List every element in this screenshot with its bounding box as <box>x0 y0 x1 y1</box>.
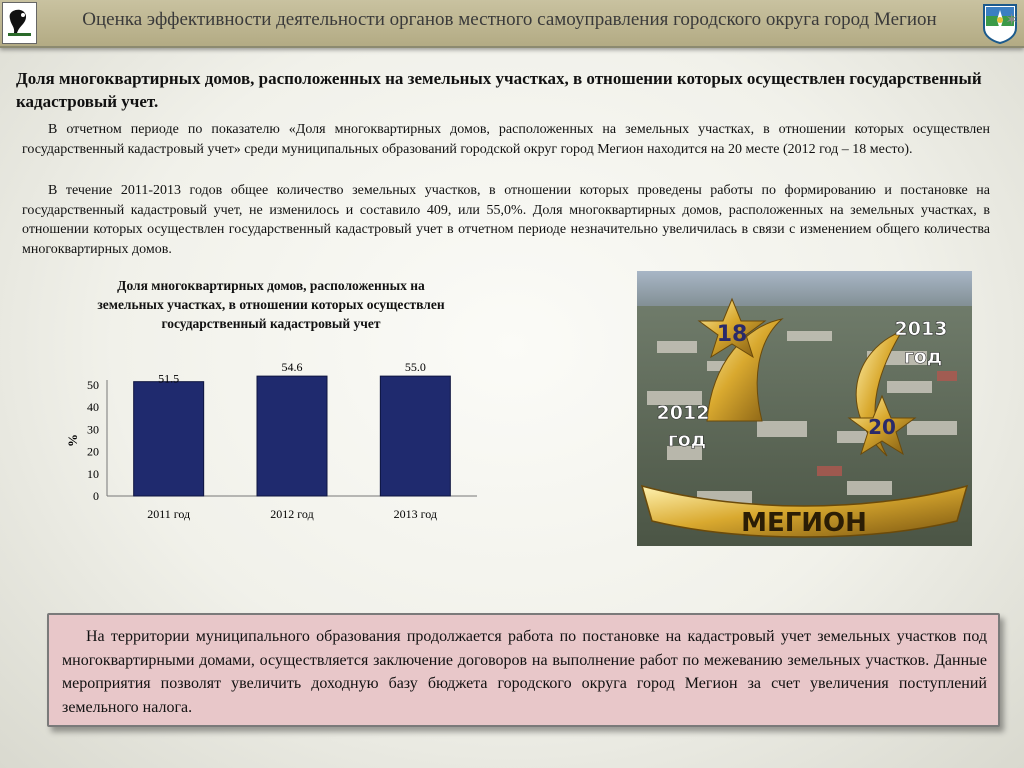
city-aerial-image <box>637 271 972 546</box>
year-2013-label: 2013 <box>894 318 948 340</box>
bar-2013-год <box>380 376 450 496</box>
rank-2013-label: 20 <box>868 415 896 439</box>
year-2012-suffix: год <box>667 429 707 451</box>
city-emblem-icon <box>2 2 37 44</box>
year-2013-suffix: год <box>903 346 943 368</box>
y-tick-label: 50 <box>87 378 99 392</box>
rank-2012-label: 18 <box>716 322 748 347</box>
bar-value-label: 51.5 <box>158 371 180 386</box>
y-tick-label: 40 <box>87 400 99 415</box>
header-bar <box>0 0 1024 48</box>
year-2012-label: 2012 <box>656 402 710 424</box>
paragraph-details: В течение 2011-2013 годов общее количество земельных участков, в отношении которых проведены работы по формированию и постановке на государственный кадастровый учет, не изменилось и составило 409, или 55,0%. Доля многоквартирных домов, расположенных на земельных участках, в отношении которых осуществлен государственный кадастровый учет в отчетном периоде незначительно увеличилась в связи с изменением общего количества многоквартирных домов. <box>22 183 990 257</box>
x-tick-label: 2012 год <box>270 507 314 521</box>
bar-2012-год <box>257 376 327 496</box>
page-header-title: Оценка эффективности деятельности органов местного самоуправления городского округа город Мегион <box>82 9 937 30</box>
bar-2011-год <box>134 382 204 496</box>
x-tick-label: 2011 год <box>147 507 191 521</box>
y-tick-label: 20 <box>87 444 99 459</box>
y-tick-label: 30 <box>87 422 99 437</box>
conclusion-box <box>47 613 1000 727</box>
conclusion-text: На территории муниципального образования продолжается работа по постановке на кадастровый учет земельных участков под многоквартирными домами, осуществляется заключение договоров на выполнение работ по межеванию земельных участков. Данные мероприятия позволят увеличить доходную базу бюджета городского округа город Мегион за счет увеличения поступлений земельного налога. <box>62 628 987 716</box>
city-banner-text: МЕГИОН <box>741 508 867 538</box>
y-axis-label: % <box>65 434 80 447</box>
bar-value-label: 54.6 <box>281 360 303 375</box>
decorative-arrow-icon: ✶ <box>1005 12 1019 29</box>
section-title: Доля многоквартирных домов, расположенных на земельных участках, в отношении которых осуществлен государственный кадастровый учет. <box>16 69 982 111</box>
y-tick-label: 10 <box>87 466 99 481</box>
paragraph-rank: В отчетном периоде по показателю «Доля многоквартирных домов, расположенных на земельных участках, в отношении которых осуществлен государственный кадастровый учет» среди муниципальных образований городской округ город Мегион находится на 20 месте (2012 год – 18 место). <box>22 122 990 157</box>
chart-title: Доля многоквартирных домов, расположенных на земельных участках, в отношении которых осуществлен государственный кадастровый учет <box>97 278 445 331</box>
bar-chart <box>55 355 495 530</box>
x-tick-label: 2013 год <box>393 507 438 521</box>
bar-value-label: 55.0 <box>404 360 426 375</box>
y-tick-label: 0 <box>93 489 99 503</box>
